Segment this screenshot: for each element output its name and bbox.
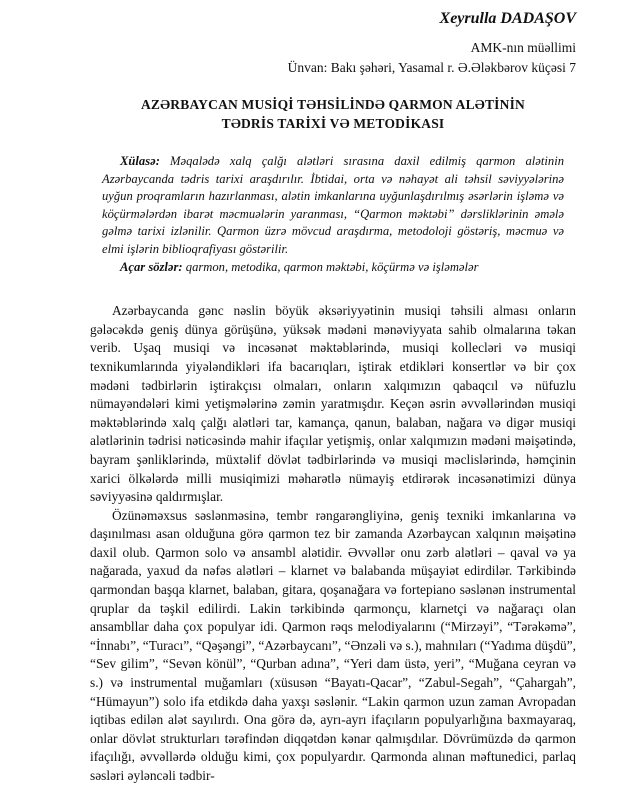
keywords-label: Açar sözlər: <box>120 259 183 274</box>
paper-title-line-1: AZƏRBAYCAN MUSİQİ TƏHSİLİNDƏ QARMON ALƏTİNİN <box>140 97 525 112</box>
keywords <box>102 259 564 277</box>
author-name: Xeyrulla DADAŞOV <box>439 10 576 27</box>
keywords-text: qarmon, metodika, qarmon məktəbi, köçürmə və işləmələr <box>185 259 479 274</box>
body-paragraph-2: Özünəməxsus səslənməsinə, tembr rəngarəngliyinə, geniş texniki imkanlarına və daşınılması asan olduğuna görə qarmon tez bir zamanda Azərbaycan xalqının məişətinə daxil olub. Qarmon solo və ansambl alətidir. Əvvəllər onu zərb alətləri – qaval və ya nağarada, yaxud da nəfəs alətləri – klarnet və balabanda müşayiət edirdilər. Tərkibində qarmondan başqa klarnet, balaban, gitara, qoşanağara və fortepiano səslənən instrumental qruplar da təşkil edilirdi. Lakin tərkibində qarmonçu, klarnetçi və nağaraçı olan ansambllar daha çox populyar idi. Qarmon rəqs melodiyalarını (“Mirzəyi”, “Tərəkəmə”, “İnnabı”, “Turacı”, “Qəşəngi”, “Azərbaycanı”, “Ənzəli və s.), mahnıları (“Yadıma düşdü”, “Sev gilim”, “Sevən könül”, “Qurban adına”, “Yeri dam üstə, yeri”, “Muğana ceyran və s.) və instrumental muğamları (xüsusən “Bayatı-Qacar”, “Zabul-Segah”, “Çahargah”, “Hümayun”) solo ifa etdikdə daha yaxşı səslənir. “Lakin qarmon uzun zaman Avropadan iqtibas edilən alət sayılırdı. Ona görə də, ayrı-ayrı ifaçıların populyarlığına baxmayaraq, onlar dövlət strukturları tərəfindən diqqətdən kənar qalmışdılar. Dövrümüzdə də qarmon ifaçılığı, əvvəllərdə olduğu kimi, çox populyardır. Qarmonda alınan məftunedici, parlaq səsləri əyləncəli tədbir- <box>90 507 576 783</box>
author-affiliation <box>90 38 576 78</box>
paper-title-line-2: TƏDRİS TARİXİ VƏ METODİKASI <box>221 116 445 131</box>
abstract <box>102 153 564 259</box>
abstract-label: Xülasə: <box>120 154 160 168</box>
body-paragraph-1: Azərbaycanda gənc nəslin böyük əksəriyyətinin musiqi təhsili alması onların gələcəkdə geniş dünya görüşünə, yüksək mədəni mənəviyyata sahib olmalarına təkan verib. Uşaq musiqi və incəsənət məktəblərində, musiqi kollecləri və musiqi texnikumlarında yiyələndikləri ifa bacarıqları, iştirak etdikləri konsertlər və bir çox mədəni tədbirlərin iştirakçısı olmaları, onların xalqımızın qabaqcıl və nüfuzlu nümayəndələri kimi yetişmələrinə zəmin yaratmışdır. Keçən əsrin əvvəllərindən musiqi məktəblərində xalq çalğı alətləri tar, kamança, qanun, balaban, nağara və digər musiqi alətlərinin tədrisi nəticəsində mahir ifaçılar yetişmiş, onlar xalqımızın mədəni məişətində, bayram şənliklərində, müxtəlif dövlət tədbirlərində və musiqi məclislərində, həmçinin xarici ölkələrdə milli musiqimizi məharətlə nümayiş etdirərək incəsənətimizi dünya səviyyəsinə qaldırmışlar. <box>90 303 576 505</box>
paper-title <box>90 95 576 133</box>
body-text <box>90 302 576 785</box>
abstract-text: Məqalədə xalq çalğı alətləri sırasına daxil edilmiş qarmon alətinin Azərbaycanda tədris tarixi araşdırılır. İbtidai, orta və nəhayət ali təhsil səviyyələrinə uyğun proqramların hazırlanması, alətin imkanlarına uyğunlaşdırılmış əsərlərin işləmə və köçürmələrdən ibarət məcmuələrin yaranması, “Qarmon məktəbi” dərsliklərinin əmələ gəlmə tarixi izlənilir. Qarmon üzrə mövcud araşdırma, metodoloji göstəriş, məcmuə və elmi işlərin biblioqrafiyası göstərilir. <box>102 154 564 256</box>
author-position: AMK-nın müəllimi <box>470 40 576 55</box>
author-address: Ünvan: Bakı şəhəri, Yasamal r. Ə.Ələkbərov küçəsi 7 <box>287 60 576 75</box>
